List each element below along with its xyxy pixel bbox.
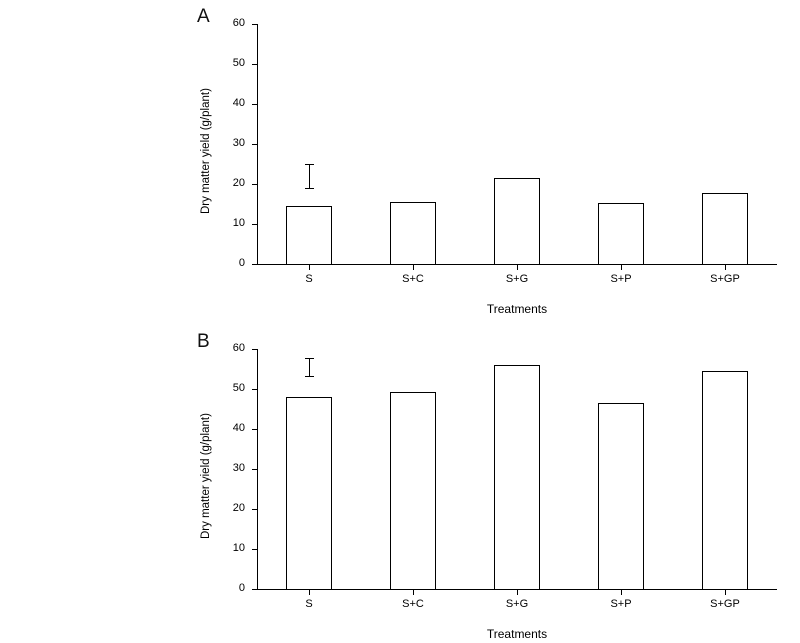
y-axis-line (257, 349, 258, 589)
y-axis-title: Dry matter yield (g/plant) (200, 413, 212, 539)
panel-letter-b: B (197, 331, 210, 352)
x-axis-title: Treatments (486, 627, 548, 641)
y-axis-tick (252, 509, 257, 510)
y-axis-tick (252, 429, 257, 430)
panel-letter-a: A (197, 6, 210, 27)
y-axis-tick-label: 0 (238, 257, 245, 269)
error-bar-cap-bottom (305, 188, 314, 189)
y-axis-tick (252, 184, 257, 185)
y-axis-tick-label: 10 (232, 542, 245, 554)
error-bar-cap-top (305, 164, 314, 165)
y-axis-tick (252, 349, 257, 350)
y-axis-tick-label: 40 (232, 422, 245, 434)
y-axis-tick-label: 60 (232, 342, 245, 354)
x-axis-tick (725, 265, 726, 270)
x-axis-tick (517, 265, 518, 270)
bar-S-plus-C (390, 392, 436, 589)
x-axis-tick (413, 265, 414, 270)
y-axis-tick (252, 24, 257, 25)
x-axis-tick (517, 590, 518, 595)
y-axis-tick-label: 50 (232, 57, 245, 69)
x-axis-tick-label: S+GP (710, 273, 740, 285)
x-axis-tick (309, 265, 310, 270)
y-axis-tick-label: 30 (232, 137, 245, 149)
x-axis-tick (309, 590, 310, 595)
y-axis-tick-label: 20 (232, 177, 245, 189)
x-axis-title: Treatments (486, 302, 548, 316)
x-axis-tick-label: S (305, 273, 313, 285)
bar-S-plus-G (494, 365, 540, 589)
y-axis-tick (252, 224, 257, 225)
error-bar-cap-bottom (305, 376, 314, 377)
bar-S-plus-P (598, 403, 644, 589)
bar-S-plus-C (390, 202, 436, 264)
chart-panel-b (0, 323, 800, 643)
y-axis-tick (252, 469, 257, 470)
y-axis-tick-label: 10 (232, 217, 245, 229)
x-axis-tick (621, 590, 622, 595)
x-axis-tick-label: S+C (402, 273, 424, 285)
y-axis-tick (252, 389, 257, 390)
bar-S (286, 397, 332, 589)
x-axis-tick (413, 590, 414, 595)
bar-S-plus-GP (702, 371, 748, 589)
bar-S (286, 206, 332, 264)
x-axis-tick-label: S+C (402, 598, 424, 610)
y-axis-tick (252, 264, 257, 265)
error-bar-stem (309, 358, 310, 376)
chart-panel-a (0, 0, 800, 320)
y-axis-tick (252, 104, 257, 105)
y-axis-tick (252, 144, 257, 145)
x-axis-tick-label: S+GP (710, 598, 740, 610)
y-axis-tick-label: 30 (232, 462, 245, 474)
y-axis-tick (252, 549, 257, 550)
bar-S-plus-P (598, 203, 644, 264)
y-axis-tick-label: 60 (232, 17, 245, 29)
error-bar-stem (309, 164, 310, 188)
y-axis-tick (252, 589, 257, 590)
bar-S-plus-G (494, 178, 540, 264)
y-axis-tick-label: 50 (232, 382, 245, 394)
x-axis-tick-label: S+G (505, 273, 529, 285)
x-axis-tick-label: S+G (505, 598, 529, 610)
y-axis-tick-label: 0 (238, 582, 245, 594)
x-axis-tick-label: S+P (610, 598, 632, 610)
x-axis-tick-label: S (305, 598, 313, 610)
y-axis-title: Dry matter yield (g/plant) (200, 88, 212, 214)
y-axis-tick-label: 40 (232, 97, 245, 109)
y-axis-line (257, 24, 258, 264)
error-bar-cap-top (305, 358, 314, 359)
y-axis-tick (252, 64, 257, 65)
x-axis-tick (621, 265, 622, 270)
y-axis-tick-label: 20 (232, 502, 245, 514)
x-axis-tick (725, 590, 726, 595)
bar-S-plus-GP (702, 193, 748, 264)
x-axis-tick-label: S+P (610, 273, 632, 285)
